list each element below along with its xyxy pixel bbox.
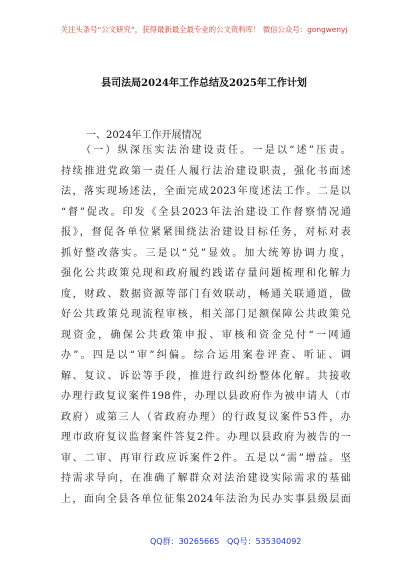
footer-qq-group: QQ群：30265665: [150, 537, 220, 546]
header-promo-text: 关注头条号“公文研究”，获得最新最全最专业的公文资料库！ 微信公众号：gongwenyj: [60, 25, 348, 34]
body-line: 度，财政、数据资源等部门有效联动，畅通关联通道，做: [61, 288, 351, 300]
body-line: 法，落实现场述法，全面完成2023年度述法工作。二是以: [61, 186, 351, 197]
body-line: 报》，督促各单位紧紧围绕法治建设目标任务，对标对表: [61, 227, 351, 238]
section-heading: 一、2024年工作开展情况: [86, 130, 202, 141]
body-line: 抓好整改落实。三是以“兑”显效。加大统筹协调力度，: [61, 247, 351, 259]
body-line: 理市政府复议监督案件答复2件。办理以县政府为被告的一: [61, 432, 351, 443]
body-line: 政府）或第三人（省政府办理）的行政复议案件53件，办: [61, 411, 351, 423]
body-line: 持续推进党政第一责任人履行法治建设职责，强化书面述: [61, 165, 351, 177]
body-line: “督”促改。印发《全县2023年法治建设工作督察情况通: [61, 206, 351, 218]
body-line: 解、复议、诉讼等手段，推进行政纠纷整体化解。共接收: [61, 370, 351, 382]
body-line: 现资金，确保公共政策申报、审核和资金兑付“一网通: [61, 329, 351, 341]
body-line: 强化公共政策兑现和政府履约践诺存量问题梳理和化解力: [61, 268, 351, 279]
body-line: 持需求导向，在准确了解群众对法治建设实际需求的基础: [61, 473, 351, 484]
body-line: （一）纵深压实法治建设责任。一是以“述”压责。: [81, 145, 351, 156]
body-line: 上，面向全县各单位征集2024年法治为民办实事县级层面: [61, 493, 351, 505]
document-title: 县司法局2024年工作总结及2025年工作计划: [101, 78, 307, 89]
body-text: [61, 141, 351, 510]
body-line: 审、二审、再审行政应诉案件2件。五是以“需”增益。坚: [61, 452, 351, 464]
body-line: 办”。四是以“审”纠偏。综合运用案卷评查、听证、调: [61, 350, 351, 361]
footer-qq-number: QQ号：535304092: [227, 537, 302, 546]
body-line: 办理行政复议案件198件，办理以县政府作为被申请人（市: [61, 391, 351, 402]
body-line: 好公共政策兑现流程审核，相关部门足额保障公共政策兑: [61, 309, 351, 320]
